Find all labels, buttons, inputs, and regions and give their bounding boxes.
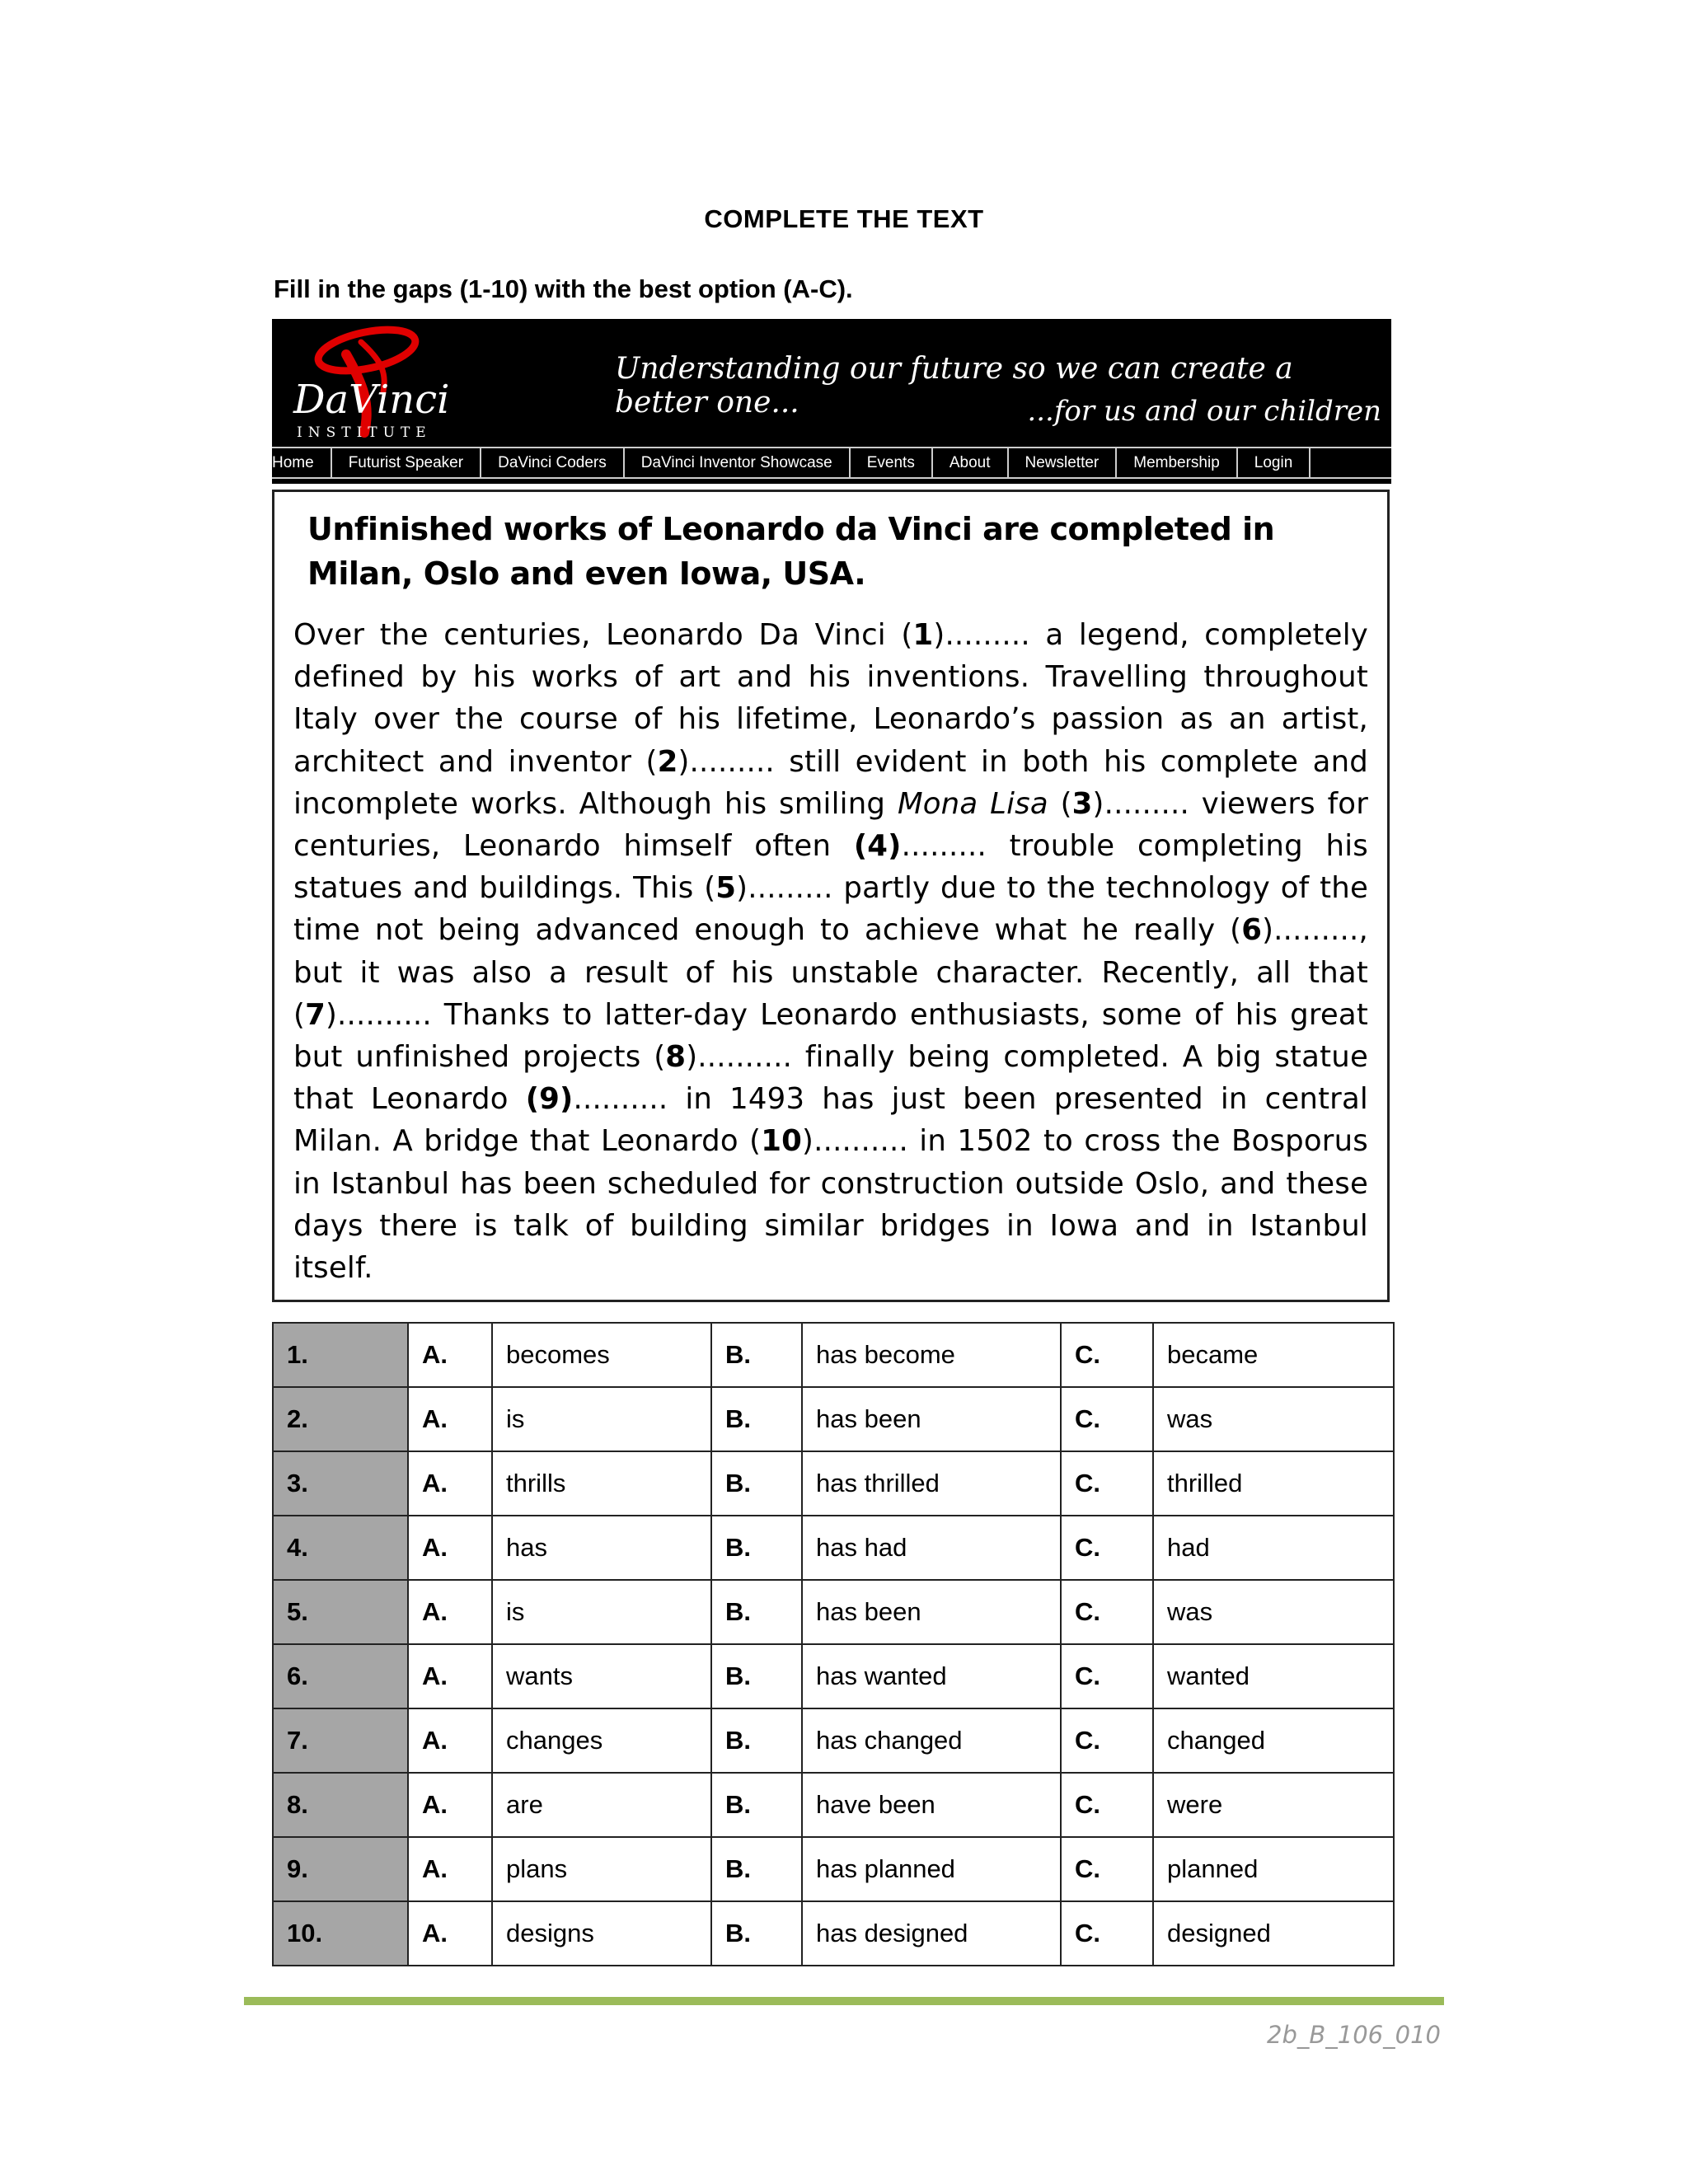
option-c: designed	[1153, 1901, 1394, 1966]
body-text-segment: ).......... finally being completed. A big statue that Leonardo	[293, 1040, 1368, 1117]
option-letter-a: A.	[408, 1901, 492, 1966]
option-letter-b: B.	[711, 1516, 802, 1580]
logo-text: DaVinci	[293, 377, 450, 423]
tagline-line-1: Understanding our future so we can create a better one...	[615, 352, 1293, 419]
option-letter-c: C.	[1061, 1323, 1153, 1387]
option-letter-c: C.	[1061, 1901, 1153, 1966]
option-a: is	[492, 1580, 711, 1644]
gap-number: 1	[912, 618, 934, 652]
body-text-segment: ).......... in 1502 to cross the Bosporus in Istanbul has been scheduled for construction outside Oslo, and these days there is talk of building similar bridges in Iowa and in Istanbul itself.	[293, 1124, 1368, 1286]
option-a: wants	[492, 1644, 711, 1708]
option-b: has planned	[802, 1837, 1061, 1901]
option-a: plans	[492, 1837, 711, 1901]
option-c: were	[1153, 1773, 1394, 1837]
footer-code: 2b_B_106_010	[1267, 2021, 1441, 2049]
option-b: has been	[802, 1387, 1061, 1451]
body-text-segment: )........., but it was also a result of his unstable character. Recently, all that (	[293, 913, 1368, 1032]
option-b: has been	[802, 1580, 1061, 1644]
article-headline: Unfinished works of Leonardo da Vinci are completed in Milan, Oslo and even Iowa, USA.	[307, 511, 1275, 592]
gap-number: 8	[665, 1040, 687, 1075]
table-row	[273, 1516, 1394, 1580]
gap-number: (4)	[853, 829, 902, 864]
option-letter-b: B.	[711, 1644, 802, 1708]
option-b: has thrilled	[802, 1451, 1061, 1516]
davinci-banner	[272, 319, 1391, 484]
option-b: has wanted	[802, 1644, 1061, 1708]
nav-login[interactable]: Login	[1238, 448, 1311, 477]
question-number: 10.	[273, 1901, 408, 1966]
option-c: became	[1153, 1323, 1394, 1387]
body-text-segment: )......... partly due to the technology of the time not being advanced enough to achieve what he really (	[293, 871, 1368, 948]
table-row	[273, 1644, 1394, 1708]
option-letter-b: B.	[711, 1387, 802, 1451]
option-letter-c: C.	[1061, 1644, 1153, 1708]
nav-futurist-speaker[interactable]: Futurist Speaker	[332, 448, 481, 477]
option-c: changed	[1153, 1708, 1394, 1773]
body-text-segment: )......... still evident in both his complete and incomplete works. Although his smiling	[293, 744, 1368, 821]
table-row	[273, 1580, 1394, 1644]
table-row	[273, 1708, 1394, 1773]
table-row	[273, 1451, 1394, 1516]
table-row	[273, 1901, 1394, 1966]
option-a: changes	[492, 1708, 711, 1773]
option-c: was	[1153, 1580, 1394, 1644]
option-letter-b: B.	[711, 1580, 802, 1644]
option-letter-b: B.	[711, 1323, 802, 1387]
nav-events[interactable]: Events	[851, 448, 933, 477]
option-c: planned	[1153, 1837, 1394, 1901]
tagline-line-2: ...for us and our children	[1027, 395, 1381, 428]
question-number: 2.	[273, 1387, 408, 1451]
article-body	[293, 614, 1368, 1289]
option-letter-a: A.	[408, 1516, 492, 1580]
option-b: has become	[802, 1323, 1061, 1387]
option-letter-a: A.	[408, 1387, 492, 1451]
option-letter-c: C.	[1061, 1451, 1153, 1516]
option-a: is	[492, 1387, 711, 1451]
nav-home[interactable]: Home	[272, 448, 332, 477]
option-letter-a: A.	[408, 1451, 492, 1516]
nav-inventor-showcase[interactable]: DaVinci Inventor Showcase	[625, 448, 851, 477]
question-number: 4.	[273, 1516, 408, 1580]
body-text-segment: (	[1048, 786, 1072, 821]
gap-number: 5	[715, 871, 737, 906]
body-text-segment: ).......... Thanks to latter-day Leonardo enthusiasts, some of his great but unfinished projects (	[293, 997, 1368, 1075]
option-b: has designed	[802, 1901, 1061, 1966]
gap-number: 10	[761, 1124, 803, 1159]
option-a: has	[492, 1516, 711, 1580]
gap-number: 7	[305, 997, 326, 1032]
table-row	[273, 1773, 1394, 1837]
option-letter-b: B.	[711, 1708, 802, 1773]
option-letter-b: B.	[711, 1837, 802, 1901]
question-number: 7.	[273, 1708, 408, 1773]
gap-number: (9)	[525, 1082, 574, 1117]
question-number: 6.	[273, 1644, 408, 1708]
instructions: Fill in the gaps (1-10) with the best option (A-C).	[274, 274, 853, 303]
question-number: 1.	[273, 1323, 408, 1387]
question-number: 8.	[273, 1773, 408, 1837]
option-letter-a: A.	[408, 1773, 492, 1837]
question-number: 9.	[273, 1837, 408, 1901]
site-nav	[272, 447, 1391, 479]
gap-number: 3	[1071, 786, 1093, 821]
answer-options-table	[272, 1322, 1395, 1966]
nav-davinci-coders[interactable]: DaVinci Coders	[481, 448, 625, 477]
option-letter-b: B.	[711, 1901, 802, 1966]
option-letter-c: C.	[1061, 1837, 1153, 1901]
option-letter-c: C.	[1061, 1708, 1153, 1773]
footer-rule	[244, 1997, 1444, 2005]
option-letter-a: A.	[408, 1644, 492, 1708]
body-text-segment: )......... viewers for centuries, Leonardo himself often	[293, 786, 1368, 864]
option-letter-c: C.	[1061, 1580, 1153, 1644]
option-a: thrills	[492, 1451, 711, 1516]
option-a: becomes	[492, 1323, 711, 1387]
option-letter-c: C.	[1061, 1387, 1153, 1451]
question-number: 5.	[273, 1580, 408, 1644]
option-b: has had	[802, 1516, 1061, 1580]
body-text-segment: .......... in 1493 has just been presented in central Milan. A bridge that Leonardo (	[293, 1082, 1368, 1159]
logo-subtitle: INSTITUTE	[297, 424, 432, 441]
table-row	[273, 1837, 1394, 1901]
page-title: COMPLETE THE TEXT	[704, 204, 984, 233]
body-text-segment: ......... trouble completing his statues and buildings. This (	[293, 829, 1368, 906]
option-letter-c: C.	[1061, 1516, 1153, 1580]
option-letter-a: A.	[408, 1580, 492, 1644]
body-text-segment: Over the centuries, Leonardo Da Vinci (	[293, 618, 913, 652]
option-letter-c: C.	[1061, 1773, 1153, 1837]
gap-number: 2	[657, 744, 678, 779]
nav-newsletter[interactable]: Newsletter	[1009, 448, 1118, 477]
option-c: wanted	[1153, 1644, 1394, 1708]
option-b: have been	[802, 1773, 1061, 1837]
option-c: had	[1153, 1516, 1394, 1580]
option-a: are	[492, 1773, 711, 1837]
option-letter-a: A.	[408, 1837, 492, 1901]
option-a: designs	[492, 1901, 711, 1966]
option-letter-a: A.	[408, 1708, 492, 1773]
italic-title: Mona Lisa	[897, 786, 1048, 821]
body-text-segment: )......... a legend, completely defined by his works of art and his inventions. Travelling throughout Italy over the course of his lifetime, Leonardo’s passion as an artist, architect and inventor (	[293, 618, 1368, 779]
option-letter-a: A.	[408, 1323, 492, 1387]
option-c: thrilled	[1153, 1451, 1394, 1516]
table-row	[273, 1323, 1394, 1387]
question-number: 3.	[273, 1451, 408, 1516]
nav-membership[interactable]: Membership	[1117, 448, 1238, 477]
article-box	[272, 490, 1390, 1302]
option-letter-b: B.	[711, 1773, 802, 1837]
nav-about[interactable]: About	[933, 448, 1009, 477]
gap-number: 6	[1241, 913, 1263, 948]
table-row	[273, 1387, 1394, 1451]
option-letter-b: B.	[711, 1451, 802, 1516]
option-c: was	[1153, 1387, 1394, 1451]
option-b: has changed	[802, 1708, 1061, 1773]
